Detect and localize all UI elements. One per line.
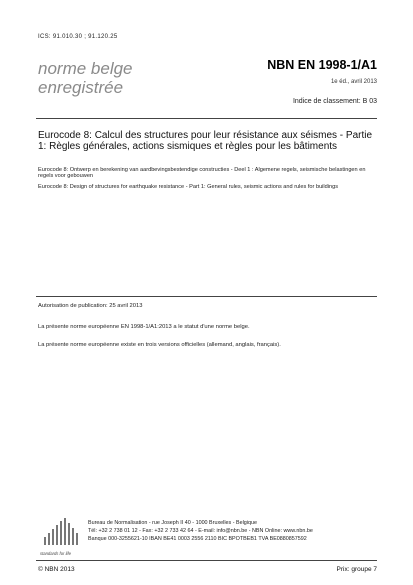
standard-number: NBN EN 1998-1/A1 xyxy=(267,58,377,72)
ics-codes: ICS: 91.010.30 ; 91.120.25 xyxy=(38,34,118,40)
brand-line-2: enregistrée xyxy=(38,78,124,97)
address-line-3: Banque 000-3255621-10 IBAN BE41 0003 2556 2110 BIC BPOTBEB1 TVA BE0880857592 xyxy=(88,536,307,542)
title-english: Eurocode 8: Design of structures for earthquake resistance - Part 1: General rules, seismic actions and rules for buildings xyxy=(38,184,339,190)
publication-authorization: Autorisation de publication: 25 avril 2013 xyxy=(38,303,143,309)
title-french: Eurocode 8: Calcul des structures pour leur résistance aux séismes - Partie 1: Règles générales, actions sismiques et règles pour les bâtiments xyxy=(38,130,373,152)
address-line-1: Bureau de Normalisation - rue Joseph II 40 - 1000 Bruxelles - Belgique xyxy=(88,520,257,526)
middle-divider xyxy=(36,296,377,297)
nbn-logo-icon xyxy=(42,515,82,547)
copyright: © NBN 2013 xyxy=(38,566,75,573)
edition-date: 1e éd., avril 2013 xyxy=(330,79,377,85)
classification-index: Indice de classement: B 03 xyxy=(292,98,377,105)
address-line-2: Tél: +32 2 738 01 12 - Fax: +32 2 733 42 64 - E-mail: info@nbn.be - NBN Online: www.nbn.be xyxy=(88,528,313,534)
versions-note: La présente norme européenne existe en trois versions officielles (allemand, anglais, français). xyxy=(38,342,281,348)
brand-block xyxy=(38,59,133,97)
bottom-divider xyxy=(36,560,377,561)
brand-line-1: norme belge xyxy=(38,59,133,78)
title-dutch: Eurocode 8: Ontwerp en berekening van aardbevingsbestendige constructies - Deel 1 : Algemene regels, seismische belastingen en regels voor gebouwen xyxy=(38,167,366,180)
status-note: La présente norme européenne EN 1998-1/A1:2013 a le statut d'une norme belge. xyxy=(38,324,250,330)
logo-caption: standards for life xyxy=(40,551,71,556)
top-divider xyxy=(36,118,377,119)
price-group: Prix: groupe 7 xyxy=(336,566,377,573)
